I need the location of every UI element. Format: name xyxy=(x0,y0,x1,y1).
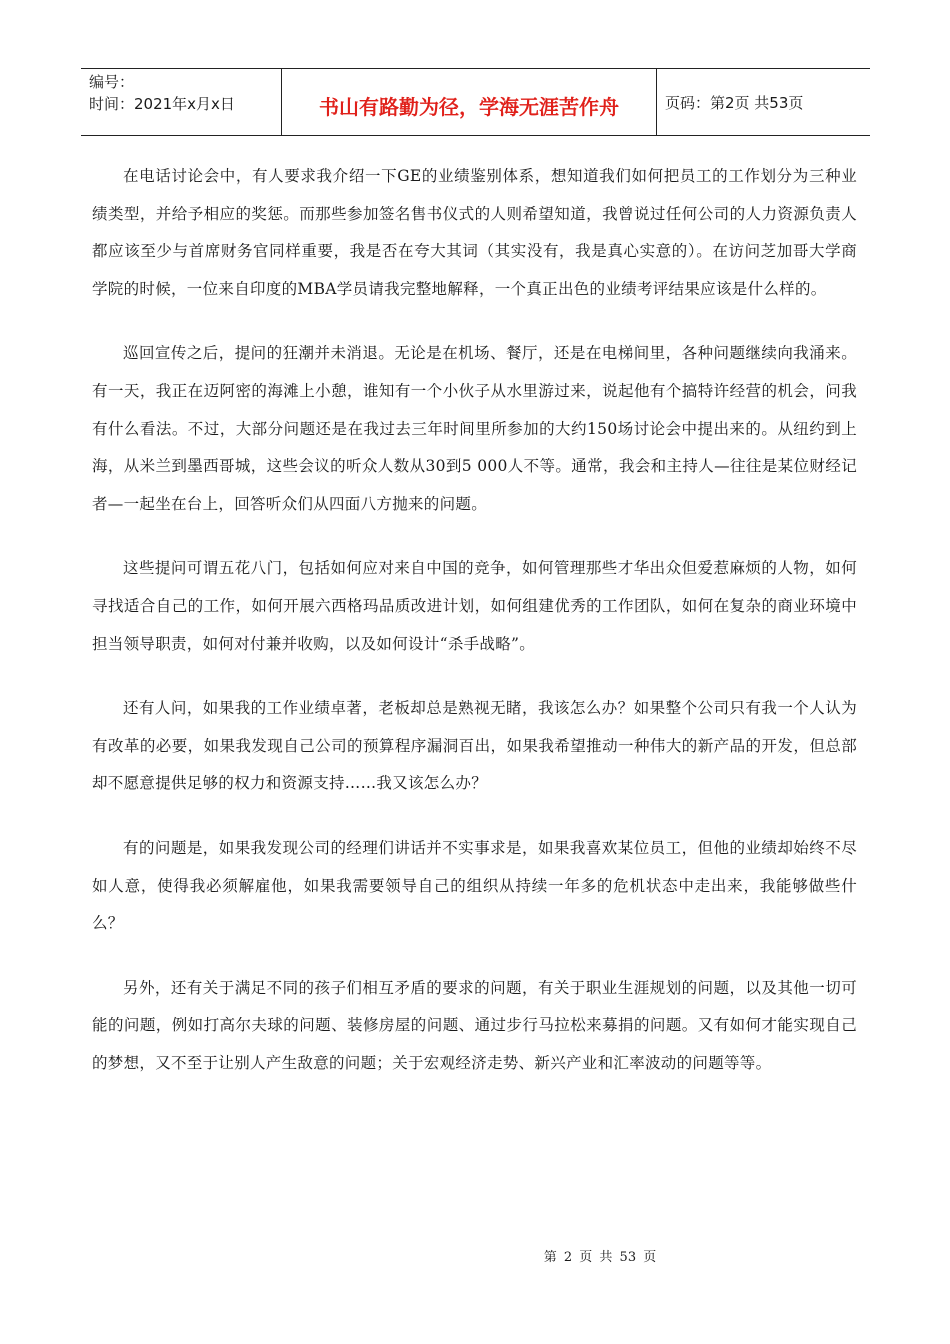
paragraph: 在电话讨论会中，有人要求我介绍一下GE的业绩鉴别体系，想知道我们如何把员工的工作划分为三种业绩类型，并给予相应的奖惩。而那些参加签名售书仪式的人则希望知道，我曾说过任何公司的人力资源负责人都应该至少与首席财务官同样重要，我是否在夸大其词（其实没有，我是真心实意的）。在访问芝加哥大学商学院的时候，一位来自印度的MBA学员请我完整地解释，一个真正出色的业绩考评结果应该是什么样的。 xyxy=(92,167,857,298)
header-meta-cell xyxy=(81,69,282,135)
page-info: 页码：第2页 共53页 xyxy=(665,93,804,112)
paragraph: 另外，还有关于满足不同的孩子们相互矛盾的要求的问题，有关于职业生涯规划的问题，以及其他一切可能的问题，例如打高尔夫球的问题、装修房屋的问题、通过步行马拉松来募捐的问题。又有如何才能实现自己的梦想，又不至于让别人产生敌意的问题；关于宏观经济走势、新兴产业和汇率波动的问题等等。 xyxy=(92,978,857,1072)
header-motto-cell xyxy=(282,69,657,135)
header-page-cell xyxy=(657,69,870,135)
paragraph: 有的问题是，如果我发现公司的经理们讲话并不实事求是，如果我喜欢某位员工，但他的业绩却始终不尽如人意，使得我必须解雇他，如果我需要领导自己的组织从持续一年多的危机状态中走出来，我能够做些什么？ xyxy=(92,838,857,933)
time-label: 时间：2021年x月x日 xyxy=(89,95,235,113)
document-body xyxy=(92,158,857,1109)
paragraph: 还有人问，如果我的工作业绩卓著，老板却总是熟视无睹，我该怎么办？如果整个公司只有我一个人认为有改革的必要，如果我发现自己公司的预算程序漏洞百出，如果我希望推动一种伟大的新产品的开发，但总部却不愿意提供足够的权力和资源支持……我又该怎么办？ xyxy=(92,699,857,793)
footer-page-number: 第 2 页 共 53 页 xyxy=(543,1250,657,1265)
page-header xyxy=(81,68,870,136)
paragraph: 这些提问可谓五花八门，包括如何应对来自中国的竞争，如何管理那些才华出众但爱惹麻烦的人物，如何寻找适合自己的工作，如何开展六西格玛品质改进计划，如何组建优秀的工作团队，如何在复杂的商业环境中担当领导职责，如何对付兼并收购，以及如何设计“杀手战略”。 xyxy=(92,559,857,653)
page-footer xyxy=(0,1246,950,1265)
paragraph: 巡回宣传之后，提问的狂潮并未消退。无论是在机场、餐厅，还是在电梯间里，各种问题继续向我涌来。有一天，我正在迈阿密的海滩上小憩，谁知有一个小伙子从水里游过来，说起他有个搞特许经营的机会，问我有什么看法。不过，大部分问题还是在我过去三年时间里所参加的大约150场讨论会中提出来的。从纽约到上海，从米兰到墨西哥城，这些会议的听众人数从30到5 000人不等。通常，我会和主持人—往往是某位财经记者—一起坐在台上，回答听众们从四面八方抛来的问题。 xyxy=(92,344,857,513)
number-label: 编号： xyxy=(89,73,135,91)
motto-text: 书山有路勤为径，学海无涯苦作舟 xyxy=(319,94,619,119)
